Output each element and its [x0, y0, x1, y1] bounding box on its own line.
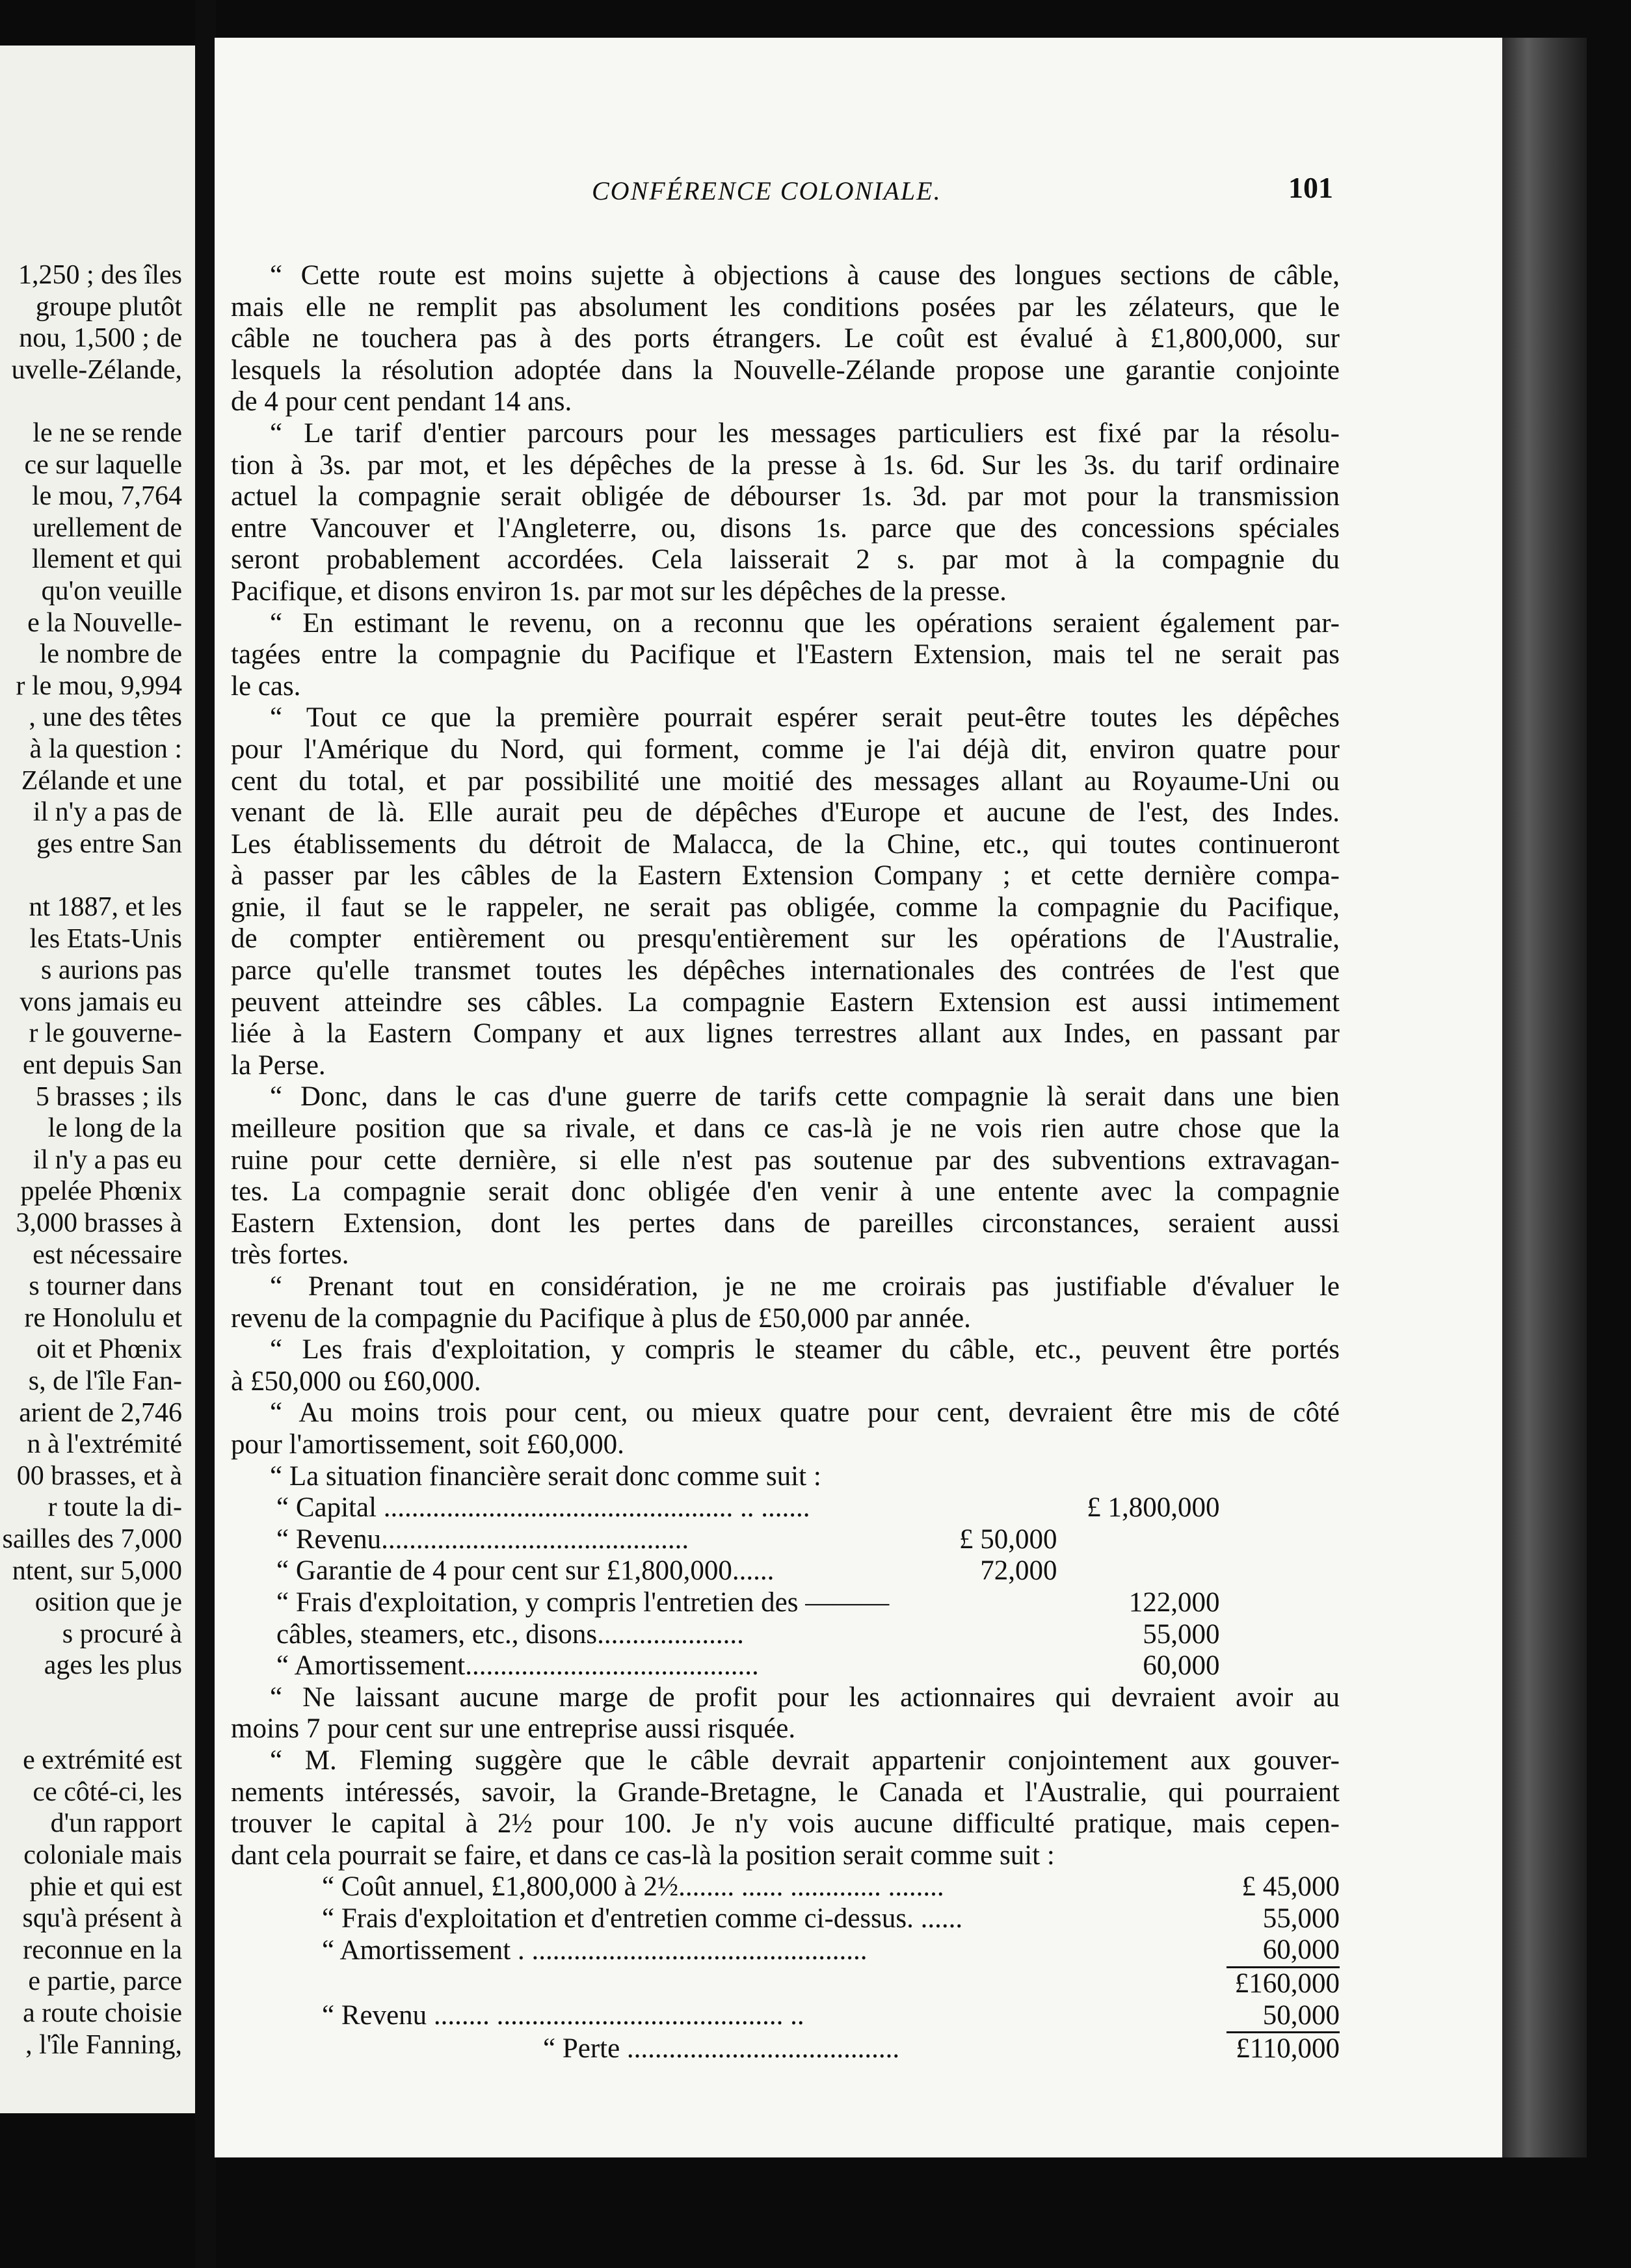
- row-subamount: [959, 1492, 1057, 1524]
- text-line: tes. La compagnie serait donc obligée d'en venir à une entente avec la compagnie: [231, 1176, 1340, 1207]
- fragment-line: llement et qui: [32, 544, 182, 575]
- paragraph: [231, 418, 1340, 608]
- fragment-line: e extrémité est: [23, 1745, 182, 1776]
- fragment-line: a route choisie: [23, 1998, 182, 2028]
- text-line: “ Cette route est moins sujette à objections à cause des longues sections de câble,: [270, 260, 1340, 291]
- row-amount: [1057, 1524, 1220, 1556]
- row-amount: 60,000: [1143, 1650, 1220, 1681]
- text-line: parce qu'elle transmet toutes les dépêches internationales des contrées de l'est que: [231, 955, 1340, 986]
- table-row: [322, 1871, 1340, 1903]
- text-line: meilleure position que sa rivale, et dans ce cas-là je ne vois rien autre chose que la: [231, 1113, 1340, 1144]
- row-label: “ Frais d'exploitation et d'entretien comme ci-dessus. ......: [322, 1903, 963, 1934]
- fragment-line: phie et qui est: [29, 1871, 182, 1902]
- row-amount: 55,000: [1143, 1618, 1220, 1650]
- text-line: “ Tout ce que la première pourrait espérer serait peut-être toutes les dépêches: [270, 702, 1340, 733]
- table-row: [276, 1587, 1220, 1619]
- text-line: cent du total, et par possibilité une moitié des messages allant au Royaume-Uni ou: [231, 765, 1340, 797]
- fragment-line: Zélande et une: [21, 765, 182, 796]
- fragment-line: s procuré à: [62, 1618, 182, 1649]
- text-line: nements intéressés, savoir, la Grande-Bretagne, le Canada et l'Australie, qui pourraient: [231, 1776, 1340, 1808]
- page-edge-stack: [1502, 38, 1587, 2157]
- text-line: actuel la compagnie serait obligée de débourser 1s. 3d. par mot pour la transmission: [231, 481, 1340, 512]
- text-line: Les établissements du détroit de Malacca, de la Chine, etc., qui toutes continueront: [231, 828, 1340, 860]
- text-line: peuvent atteindre ses câbles. La compagnie Eastern Extension est aussi intimement: [231, 986, 1340, 1018]
- fragment-line: r toute la di-: [47, 1492, 182, 1523]
- fragment-line: il n'y a pas de: [33, 797, 182, 828]
- text-line: “ Prenant tout en considération, je ne me croirais pas justifiable d'évaluer le: [270, 1271, 1340, 1302]
- row-subamount: [959, 1650, 1057, 1682]
- text-line: ruine pour cette dernière, si elle n'est pas soutenue par des subventions extravagan-: [231, 1144, 1340, 1176]
- paragraph: [231, 1397, 1340, 1460]
- fragment-line: uvelle-Zélande,: [11, 354, 182, 385]
- paragraph: [231, 1081, 1340, 1271]
- row-label: “ Revenu ........ ......................................... ..: [322, 2000, 804, 2031]
- fragment-line: à la question :: [29, 734, 182, 764]
- text-line: “ Au moins trois pour cent, ou mieux quatre pour cent, devraient être mis de côté: [270, 1397, 1340, 1429]
- text-line: mais elle ne remplit pas absolument les conditions posées par les zélateurs, que le: [231, 291, 1340, 323]
- fragment-line: ce sur laquelle: [24, 449, 182, 480]
- fragment-line: ent depuis San: [23, 1050, 182, 1080]
- page-number: 101: [1288, 171, 1333, 204]
- row-label: “ Garantie de 4 pour cent sur £1,800,000......: [276, 1555, 775, 1587]
- fragment-line: e partie, parce: [28, 1966, 182, 1997]
- fragment-line: ntent, sur 5,000: [12, 1555, 182, 1586]
- text-line: à passer par les câbles de la Eastern Extension Company ; et cette dernière compa-: [231, 860, 1340, 891]
- fragment-line: le nombre de: [39, 639, 182, 670]
- fragment-line: coloniale mais: [23, 1840, 182, 1870]
- row-label: “ Coût annuel, £1,800,000 à 2½........ ...... ............. ........: [322, 1871, 944, 1903]
- text-line: “ Les frais d'exploitation, y compris le steamer du câble, etc., peuvent être portés: [270, 1334, 1340, 1365]
- table-row: [322, 2033, 1340, 2065]
- row-label: “ Capital .................................................. .. .......: [276, 1492, 810, 1523]
- text-line: dant cela pourrait se faire, et dans ce cas-là la position serait comme suit :: [231, 1839, 1055, 1871]
- fragment-line: est nécessaire: [33, 1239, 182, 1270]
- text-line: câble ne touchera pas à des ports étrangers. Le coût est évalué à £1,800,000, sur: [231, 323, 1340, 354]
- table-row: [276, 1524, 1220, 1556]
- row-amount: [1057, 1555, 1220, 1587]
- text-line: moins 7 pour cent sur une entreprise aussi risquée.: [231, 1713, 796, 1745]
- text-line: “ Ne laissant aucune marge de profit pour les actionnaires qui devraient avoir au: [270, 1681, 1340, 1713]
- table-row: [322, 2000, 1340, 2033]
- fragment-line: s tourner dans: [29, 1271, 182, 1302]
- previous-page-fragment: [0, 46, 195, 2113]
- book-gutter: [195, 0, 216, 2268]
- fragment-line: le ne se rende: [33, 418, 182, 448]
- text-line: Pacifique, et disons environ 1s. par mot sur les dépêches de la presse.: [231, 575, 1007, 607]
- paragraph: [231, 1461, 1340, 1493]
- running-title: CONFÉRENCE COLONIALE.: [592, 176, 942, 205]
- table-row: [322, 1934, 1340, 1967]
- fragment-line: d'un rapport: [50, 1808, 182, 1839]
- table-row: [276, 1555, 1220, 1587]
- table-row: [276, 1650, 1220, 1682]
- paragraph: [231, 1745, 1340, 1871]
- text-line: de 4 pour cent pendant 14 ans.: [231, 386, 572, 417]
- fragment-line: ges entre San: [36, 828, 182, 859]
- fragment-line: ages les plus: [44, 1650, 182, 1681]
- fragment-line: re Honolulu et: [24, 1302, 182, 1333]
- text-line: très fortes.: [231, 1239, 349, 1271]
- fragment-line: reconnue en la: [23, 1934, 182, 1965]
- paragraph: [231, 608, 1340, 703]
- row-label: “ Revenu............................................: [276, 1523, 689, 1555]
- fragment-line: le long de la: [47, 1113, 182, 1144]
- paragraph: [231, 1334, 1340, 1397]
- fragment-line: nou, 1,500 ; de: [19, 323, 182, 354]
- text-line: revenu de la compagnie du Pacifique à plus de £50,000 par année.: [231, 1302, 971, 1334]
- fragment-line: , l'île Fanning,: [25, 2029, 182, 2060]
- fragment-line: , une des têtes: [29, 702, 182, 733]
- fragment-line: urellement de: [33, 512, 182, 543]
- fragment-line: r le mou, 9,994: [16, 670, 182, 701]
- text-line: la Perse.: [231, 1049, 326, 1081]
- fragment-line: arient de 2,746: [19, 1397, 182, 1428]
- fragment-line: s, de l'île Fan-: [28, 1366, 182, 1396]
- fragment-line: il n'y a pas eu: [33, 1144, 182, 1175]
- text-line: Eastern Extension, dont les pertes dans de pareilles circonstances, seraient aussi: [231, 1207, 1340, 1239]
- text-line: tion à 3s. par mot, et les dépêches de la presse à 1s. 6d. Sur les 3s. du tarif ordinaire: [231, 449, 1340, 481]
- paragraph: [231, 702, 1340, 1081]
- fragment-line: ppelée Phœnix: [20, 1176, 182, 1207]
- alternative-table: [322, 1871, 1340, 2065]
- row-label: câbles, steamers, etc., disons.....................: [276, 1618, 744, 1650]
- fragment-line: 1,250 ; des îles: [18, 260, 182, 290]
- text-line: le cas.: [231, 670, 301, 702]
- text-line: gnie, il faut se le rappeler, ne serait pas obligée, comme la compagnie du Pacifique,: [231, 891, 1340, 923]
- text-line: pour l'amortissement, soit £60,000.: [231, 1429, 624, 1460]
- fragment-line: e la Nouvelle-: [27, 607, 182, 638]
- row-amount: 50,000: [1262, 1999, 1340, 2031]
- fragment-line: nt 1887, et les: [29, 892, 182, 922]
- row-amount: £160,000: [1227, 1968, 1340, 2000]
- row-amount: 122,000: [1128, 1587, 1220, 1618]
- page-body: [231, 260, 1340, 2065]
- table-row: [322, 1903, 1340, 1935]
- row-amount: £ 45,000: [1241, 1871, 1340, 1903]
- text-line: “ En estimant le revenu, on a reconnu que les opérations seraient également par-: [270, 607, 1340, 639]
- financial-table: [276, 1492, 1220, 1682]
- text-line: liée à la Eastern Company et aux lignes terrestres allant aux Indes, en passant par: [231, 1018, 1340, 1049]
- row-label: “ Amortissement . ................................................: [322, 1935, 868, 1966]
- fragment-line: 00 brasses, et à: [16, 1460, 182, 1491]
- fragment-line: qu'on veuille: [41, 576, 182, 606]
- fragment-line: 3,000 brasses à: [16, 1208, 182, 1238]
- text-line: “ M. Fleming suggère que le câble devrait appartenir conjointement aux gouver-: [270, 1745, 1340, 1776]
- fragment-line: s aurions pas: [41, 955, 182, 986]
- paragraph: [231, 1682, 1340, 1745]
- text-line: entre Vancouver et l'Angleterre, ou, disons 1s. parce que des concessions spéciales: [231, 512, 1340, 544]
- text-line: “ Le tarif d'entier parcours pour les messages particuliers est fixé par la résolu-: [270, 417, 1340, 449]
- fragment-line: vons jamais eu: [20, 986, 182, 1017]
- text-line: trouver le capital à 2½ pour 100. Je n'y vois aucune difficulté pratique, mais cepen-: [231, 1808, 1340, 1839]
- text-line: tagées entre la compagnie du Pacifique et l'Eastern Extension, mais tel ne serait pas: [231, 639, 1340, 670]
- text-line: de compter entièrement ou presqu'entièrement sur les opérations de l'Australie,: [231, 923, 1340, 955]
- row-amount: £ 1,800,000: [1087, 1492, 1220, 1523]
- fragment-line: osition que je: [34, 1587, 182, 1618]
- fragment-line: groupe plutôt: [35, 291, 182, 322]
- fragment-line: oit et Phœnix: [36, 1334, 182, 1365]
- fragment-line: squ'à présent à: [22, 1903, 182, 1934]
- text-line: pour l'Amérique du Nord, qui forment, comme je l'ai déjà dit, environ quatre pour: [231, 733, 1340, 765]
- text-line: “ Donc, dans le cas d'une guerre de tarifs cette compagnie là serait dans une bien: [270, 1081, 1340, 1113]
- running-head: [377, 170, 1333, 209]
- row-label: “ Perte .......................................: [543, 2033, 900, 2064]
- row-subamount: [959, 1587, 1057, 1619]
- table-row: [276, 1619, 1220, 1651]
- fragment-line: sailles des 7,000: [2, 1524, 182, 1554]
- fragment-line: ce côté-ci, les: [33, 1776, 182, 1807]
- text-line: seront probablement accordées. Cela laisserait 2 s. par mot à la compagnie du: [231, 544, 1340, 575]
- row-label: “ Amortissement..........................................: [276, 1650, 759, 1681]
- text-line: “ La situation financière serait donc comme suit :: [270, 1460, 821, 1492]
- table-row: [322, 1968, 1340, 2000]
- text-line: à £50,000 ou £60,000.: [231, 1365, 481, 1397]
- fragment-line: le mou, 7,764: [32, 481, 182, 512]
- paragraph: [231, 260, 1340, 418]
- row-subamount: £ 50,000: [959, 1523, 1057, 1555]
- row-amount: 60,000: [1262, 1934, 1340, 1966]
- fragment-line: 5 brasses ; ils: [35, 1081, 182, 1112]
- row-amount: £110,000: [1227, 2033, 1340, 2065]
- text-line: venant de là. Elle aurait peu de dépêches d'Europe et aucune de l'est, des Indes.: [231, 797, 1340, 828]
- fragment-line: n à l'extrémité: [27, 1429, 182, 1460]
- fragment-line: les Etats-Unis: [29, 923, 182, 954]
- row-subamount: [959, 1619, 1057, 1651]
- row-label: [322, 1968, 1227, 2000]
- row-amount: 55,000: [1262, 1903, 1340, 1934]
- table-row: [276, 1492, 1220, 1524]
- text-line: lesquels la résolution adoptée dans la Nouvelle-Zélande propose une garantie conjointe: [231, 354, 1340, 386]
- fragment-line: r le gouverne-: [29, 1018, 182, 1049]
- paragraph: [231, 1271, 1340, 1334]
- row-label: “ Frais d'exploitation, y compris l'entretien des ———: [276, 1587, 890, 1618]
- row-subamount: 72,000: [980, 1555, 1057, 1587]
